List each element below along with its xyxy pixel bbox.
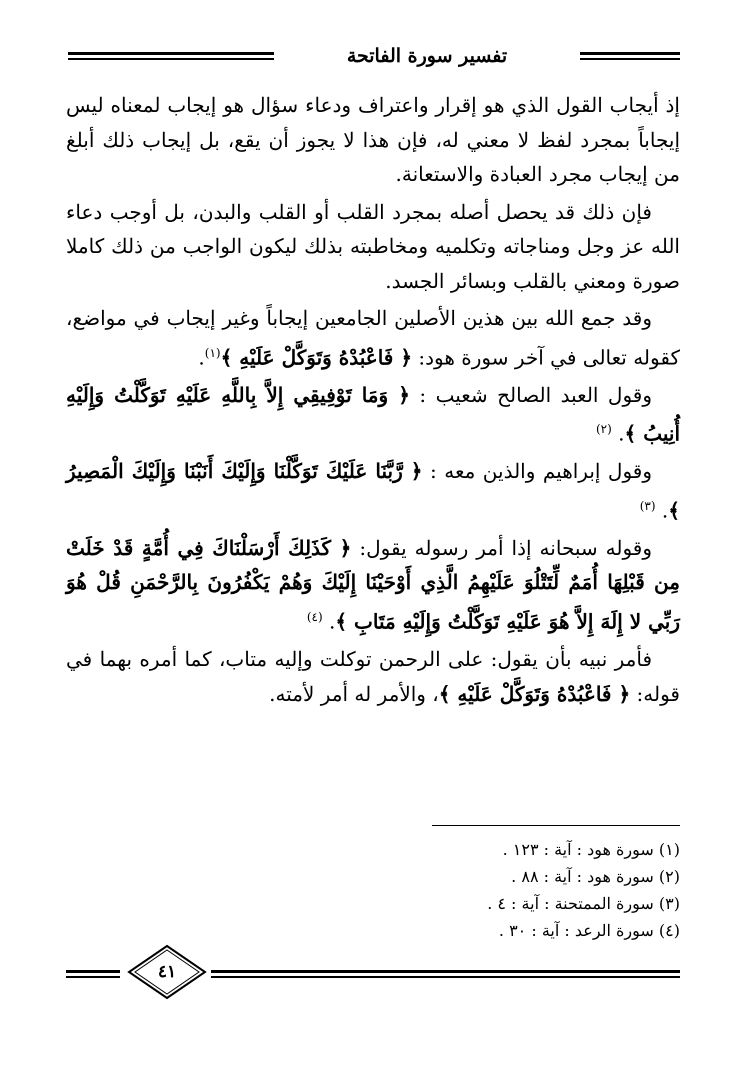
paragraph-4: وقول العبد الصالح شعيب : ﴿ وَمَا تَوْفِيقِي إِلاَّ بِاللَّهِ عَلَيْهِ تَوَكَّلْتُ وَإِلَيْهِ أُنِيبُ ﴾. $^{(٢)}$ <box>66 382 680 446</box>
footnote-separator <box>432 825 680 826</box>
footnote-ref: (٢) <box>595 422 612 437</box>
quran-verse: ﴿ رَّبَّنَا عَلَيْكَ تَوَكَّلْنَا وَإِلَيْكَ أَنَبْنَا وَإِلَيْكَ الْمَصِيرُ ﴾ <box>66 459 680 523</box>
footer-rule-right <box>211 970 680 978</box>
footnote-4: (٤) سورة الرعد : آية : ٣٠ . <box>498 921 680 940</box>
quran-verse: ﴿ فَاعْبُدْهُ وَتَوَكَّلْ عَلَيْهِ ﴾ <box>220 345 413 370</box>
paragraph-2: فإن ذلك قد يحصل أصله بمجرد القلب أو القلب والبدن، بل أوجب دعاء الله عز وجل ومناجاته وتكلميه ومخاطبته بذلك ليكون الواجب من ذلك كاملا صورة ومعني بالقلب وبسائر الجسد. <box>66 199 680 293</box>
paragraph-7: فأمر نبيه بأن يقول: على الرحمن توكلت وإليه متاب، كما أمره بهما في قوله: ﴿ فَاعْبُدْهُ وَتَوَكَّلْ عَلَيْهِ ﴾، والأمر له أمر لأمته. <box>66 647 680 706</box>
footnote-ref: (٤) <box>306 609 323 624</box>
header-title: تفسير سورة الفاتحة <box>346 45 508 67</box>
paragraph-3: وقد جمع الله بين هذين الأصلين الجامعين إيجاباً وغير إيجاب في مواضع، كقوله تعالى في آخر سورة هود: ﴿ فَاعْبُدْهُ وَتَوَكَّلْ عَلَيْهِ ﴾$^{(١)}$. <box>66 306 680 370</box>
footnote-3: (٣) سورة الممتحنة : آية : ٤ . <box>487 894 680 913</box>
page-number: ٤١ <box>157 962 177 982</box>
footnote-ref: (٣) <box>639 498 656 513</box>
footnotes <box>380 836 680 944</box>
header-rule-right <box>580 52 680 60</box>
page-footer <box>66 942 680 1002</box>
paragraph-6: وقوله سبحانه إذا أمر رسوله يقول: ﴿ كَذَلِكَ أَرْسَلْنَاكَ فِي أُمَّةٍ قَدْ خَلَتْ مِن قَبْلِهَا أُمَمٌ لِّتَتْلُوَ عَلَيْهِمُ الَّذِي أَوْحَيْنَا إِلَيْكَ وَهُمْ يَكْفُرُونَ بِالرَّحْمَنِ قُلْ هُوَ رَبِّي لا إِلَهَ إِلاَّ هُوَ عَلَيْهِ تَوَكَّلْتُ وَإِلَيْهِ مَتَابِ ﴾. $^{(٤)}$ <box>66 535 680 634</box>
paragraph-1: إذ أيجاب القول الذي هو إقرار واعتراف ودعاء سؤال هو إيجاب لمعناه ليس إيجاباً بمجرد لفظ لا معني له، فإن هذا لا يجوز أن يقع، بل إيجاب ذلك أبلغ من إيجاب مجرد العبادة والاستعانة. <box>66 93 680 186</box>
quran-verse: ﴿ وَمَا تَوْفِيقِي إِلاَّ بِاللَّهِ عَلَيْهِ تَوَكَّلْتُ وَإِلَيْهِ أُنِيبُ ﴾ <box>66 382 680 446</box>
paragraph-5: وقول إبراهيم والذين معه : ﴿ رَّبَّنَا عَلَيْكَ تَوَكَّلْنَا وَإِلَيْكَ أَنَبْنَا وَإِلَيْكَ الْمَصِيرُ ﴾. $^{(٣)}$ <box>66 459 680 523</box>
header-rule-left <box>68 52 274 60</box>
page-header <box>68 42 680 72</box>
footer-rule-left <box>66 970 120 978</box>
footnote-1: (١) سورة هود : آية : ١٢٣ . <box>502 840 680 859</box>
quran-verse: ﴿ فَاعْبُدْهُ وَتَوَكَّلْ عَلَيْهِ ﴾ <box>438 681 631 706</box>
main-text <box>66 88 680 714</box>
footnote-2: (٢) سورة هود : آية : ٨٨ . <box>511 867 680 886</box>
quran-verse: ﴿ كَذَلِكَ أَرْسَلْنَاكَ فِي أُمَّةٍ قَدْ خَلَتْ مِن قَبْلِهَا أُمَمٌ لِّتَتْلُوَ عَلَيْهِمُ الَّذِي أَوْحَيْنَا إِلَيْكَ وَهُمْ يَكْفُرُونَ بِالرَّحْمَنِ قُلْ هُوَ رَبِّي لا إِلَهَ إِلاَّ هُوَ عَلَيْهِ تَوَكَّلْتُ وَإِلَيْهِ مَتَابِ ﴾ <box>66 535 680 634</box>
footnote-ref: (١) <box>204 345 221 360</box>
